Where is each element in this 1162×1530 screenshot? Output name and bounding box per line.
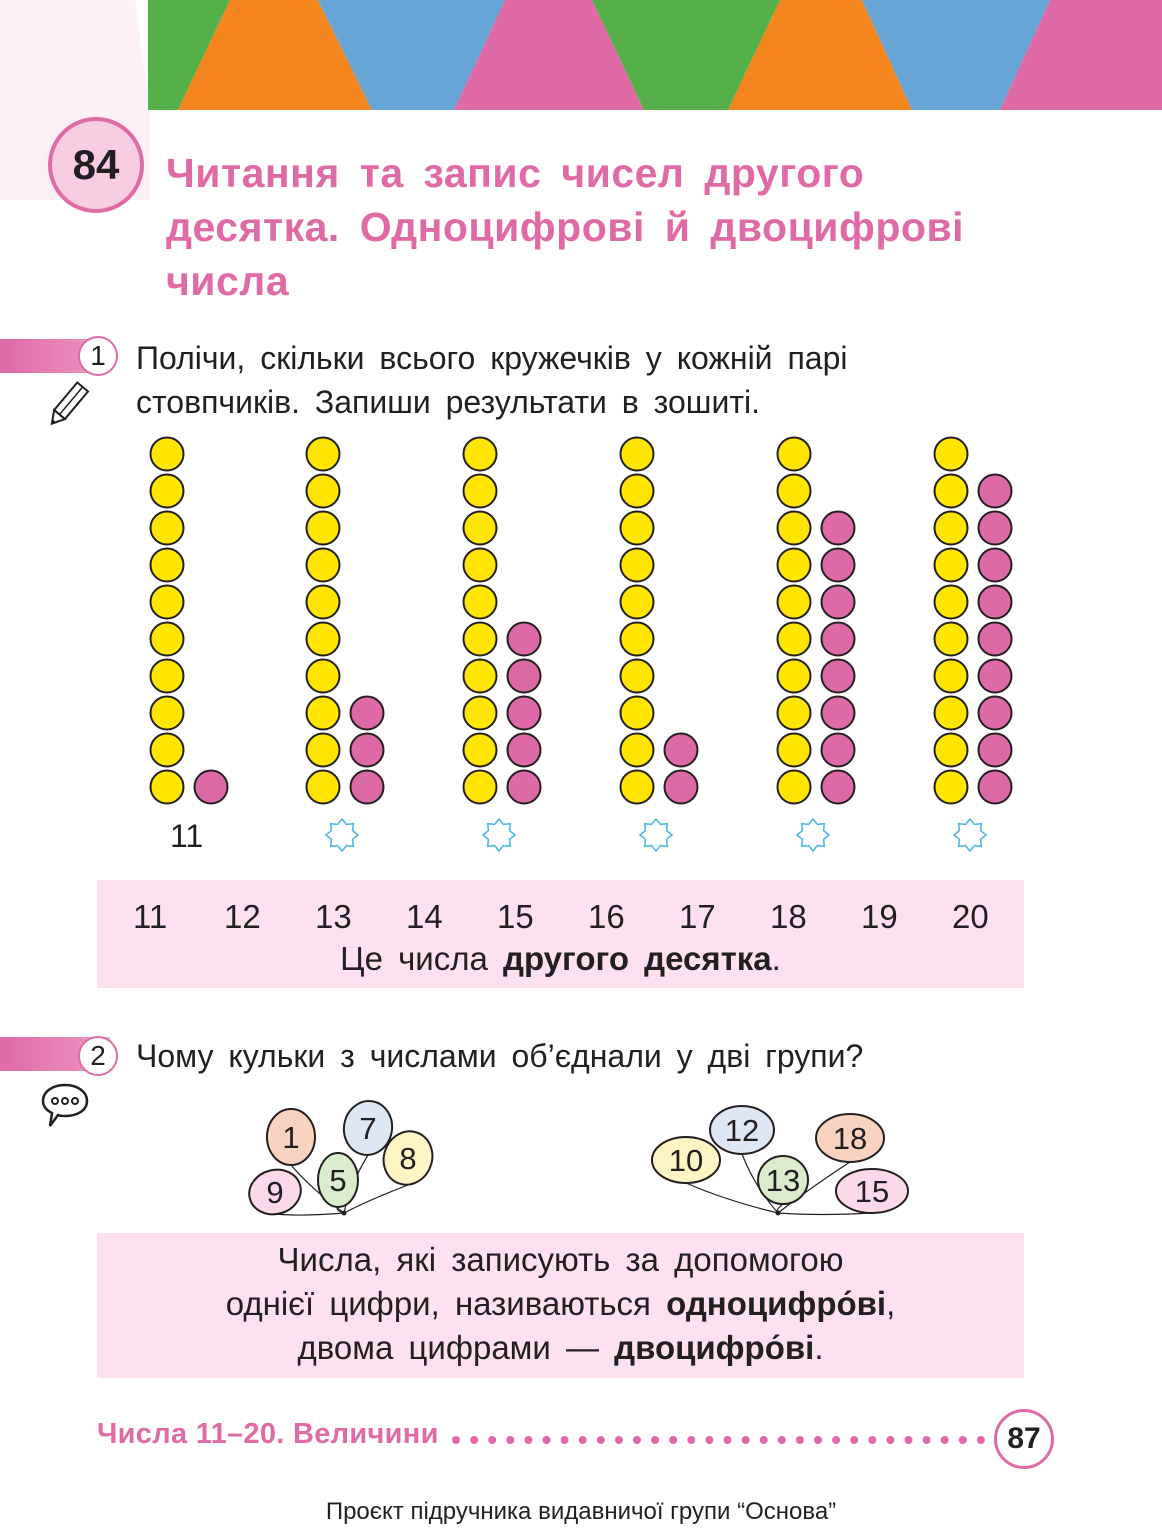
rule-line (97, 1326, 1024, 1370)
yellow-dot (464, 549, 497, 582)
page-number-badge (994, 1409, 1054, 1469)
footer-dot (959, 1436, 967, 1444)
yellow-dot (621, 512, 654, 545)
pink-dot (195, 771, 228, 804)
rule-term-one-digit: одноцифро́ві (666, 1285, 887, 1322)
task1-line: Полічи, скільки всього кружечків у кожній парі (136, 340, 848, 376)
pink-dot (822, 549, 855, 582)
yellow-dot (778, 734, 811, 767)
number-cell: 20 (952, 898, 989, 935)
rule-text (97, 1238, 1024, 1370)
exercise-number-label: 1 (90, 340, 106, 371)
yellow-dot (778, 660, 811, 693)
pink-dot (508, 771, 541, 804)
number-cell: 19 (861, 898, 898, 935)
yellow-dot (151, 512, 184, 545)
yellow-dot (621, 438, 654, 471)
yellow-dot (778, 623, 811, 656)
yellow-dot (621, 697, 654, 730)
yellow-dot (935, 771, 968, 804)
footer-dot (977, 1436, 985, 1444)
balloon-group (652, 1106, 908, 1216)
star-placeholder-icon (952, 818, 988, 852)
yellow-dot (307, 586, 340, 619)
pink-dot (822, 512, 855, 545)
yellow-dot (151, 623, 184, 656)
yellow-dot (307, 549, 340, 582)
yellow-dot (464, 771, 497, 804)
yellow-dot (935, 734, 968, 767)
rule-text-part: двома цифрами — (297, 1329, 615, 1366)
pink-dot (979, 586, 1012, 619)
yellow-dot (151, 586, 184, 619)
numbers-row (97, 898, 1024, 938)
yellow-dot (621, 660, 654, 693)
pink-dot (508, 660, 541, 693)
footer-dot (579, 1436, 587, 1444)
pink-dot (351, 771, 384, 804)
footer-dot (561, 1436, 569, 1444)
footer-dot (778, 1436, 786, 1444)
pink-dot (979, 623, 1012, 656)
pink-dot (508, 623, 541, 656)
number-cell: 18 (770, 898, 807, 935)
footer-dot (615, 1436, 623, 1444)
rule-term-two-digit: двоцифро́ві (614, 1329, 815, 1366)
dot-columns (140, 430, 1040, 810)
yellow-dot (307, 660, 340, 693)
yellow-dot (151, 660, 184, 693)
footer-dot (850, 1436, 858, 1444)
footer-dot (724, 1436, 732, 1444)
yellow-dot (464, 512, 497, 545)
balloon (816, 1114, 884, 1162)
balloon (758, 1156, 808, 1204)
lesson-number-badge (48, 117, 144, 213)
balloon-number: 7 (359, 1111, 377, 1146)
rule-text-part: . (814, 1329, 824, 1366)
pink-dot (508, 734, 541, 767)
caption-text: Це числа (340, 940, 504, 977)
footer-dot (814, 1436, 822, 1444)
yellow-dot (151, 438, 184, 471)
footer-dot (760, 1436, 768, 1444)
footer-dot (488, 1436, 496, 1444)
balloon-number: 13 (765, 1163, 801, 1198)
yellow-dot (935, 586, 968, 619)
exercise-number (78, 1036, 118, 1076)
dot-column-pair (778, 438, 855, 804)
footer-dot (905, 1436, 913, 1444)
footer-dot (470, 1436, 478, 1444)
pink-dot (979, 734, 1012, 767)
balloon-number: 18 (832, 1121, 868, 1156)
task1-line: стовпчиків. Запиши результати в зошиті. (136, 384, 760, 420)
lesson-title-line: Читання та запис чисел другого (166, 150, 865, 196)
star-placeholder-icon (324, 818, 360, 852)
lesson-number: 84 (72, 141, 120, 188)
lesson-title-line: десятка. Одноцифрові й двоцифрові (166, 204, 965, 250)
yellow-dot (935, 549, 968, 582)
dot-column-pair (464, 438, 541, 804)
number-cell: 16 (588, 898, 625, 935)
yellow-dot (464, 697, 497, 730)
number-cell: 17 (679, 898, 716, 935)
rule-text-part: однієї цифри, називаються (225, 1285, 667, 1322)
yellow-dot (151, 549, 184, 582)
exercise-number (78, 336, 118, 376)
dot-column-pair (621, 438, 698, 804)
footer-dot (506, 1436, 514, 1444)
footer-dot (832, 1436, 840, 1444)
pink-dot (665, 734, 698, 767)
pink-dot (822, 697, 855, 730)
footer-dot (796, 1436, 804, 1444)
footer-dotted-line (450, 1434, 985, 1446)
pink-dot (822, 623, 855, 656)
yellow-dot (464, 586, 497, 619)
number-cell: 15 (497, 898, 534, 935)
publisher-credits: Проєкт підручника видавничої групи “Основа” (325, 1498, 837, 1525)
yellow-dot (621, 475, 654, 508)
footer-dot (633, 1436, 641, 1444)
number-cell: 11 (133, 898, 168, 935)
footer-dot (687, 1436, 695, 1444)
yellow-dot (151, 771, 184, 804)
lesson-title (166, 146, 1026, 308)
dot-column-pair (935, 438, 1012, 804)
yellow-dot (464, 438, 497, 471)
caption-bold: другого десятка (503, 940, 772, 977)
lesson-title-line: числа (166, 258, 290, 304)
balloon (652, 1137, 720, 1183)
pink-dot (351, 734, 384, 767)
yellow-dot (935, 475, 968, 508)
pink-dot (979, 549, 1012, 582)
yellow-dot (778, 771, 811, 804)
task2-line: Чому кульки з числами об’єднали у дві групи? (136, 1038, 864, 1074)
exercise-number-label: 2 (90, 1040, 106, 1071)
pink-dot (822, 660, 855, 693)
yellow-dot (778, 438, 811, 471)
yellow-dot (307, 438, 340, 471)
yellow-dot (621, 734, 654, 767)
balloon (318, 1153, 358, 1207)
yellow-dot (621, 623, 654, 656)
number-cell: 13 (315, 898, 352, 935)
star-placeholder-icon (638, 818, 674, 852)
yellow-dot (935, 512, 968, 545)
yellow-dot (778, 475, 811, 508)
star-placeholder-icon (481, 818, 517, 852)
footer-dot (452, 1436, 460, 1444)
balloon-group (244, 1097, 440, 1220)
balloon (244, 1164, 306, 1220)
number-cell: 14 (406, 898, 443, 935)
yellow-dot (307, 771, 340, 804)
yellow-dot (621, 771, 654, 804)
balloon (836, 1169, 908, 1213)
pink-dot (979, 771, 1012, 804)
footer-dot (886, 1436, 894, 1444)
footer-dot (543, 1436, 551, 1444)
balloon-number: 1 (282, 1120, 300, 1155)
balloon-number: 15 (854, 1174, 890, 1209)
balloon-number: 5 (329, 1163, 347, 1198)
yellow-dot (151, 475, 184, 508)
yellow-dot (464, 660, 497, 693)
balloon-knot (776, 1211, 781, 1216)
balloon-number: 8 (399, 1141, 417, 1176)
footer-dot (597, 1436, 605, 1444)
yellow-dot (935, 438, 968, 471)
dot-column-pair (307, 438, 384, 804)
rule-text-part: , (886, 1285, 896, 1322)
numbers-box-caption (97, 940, 1024, 978)
footer-dot (669, 1436, 677, 1444)
footer-dot (524, 1436, 532, 1444)
page-number: 87 (1007, 1422, 1041, 1455)
yellow-dot (464, 734, 497, 767)
rule-line: Числа, які записують за допомогою (277, 1241, 844, 1278)
pink-dot (979, 475, 1012, 508)
yellow-dot (935, 660, 968, 693)
pink-dot (979, 660, 1012, 693)
yellow-dot (307, 475, 340, 508)
caption-end: . (771, 940, 781, 977)
yellow-dot (778, 697, 811, 730)
yellow-dot (151, 734, 184, 767)
yellow-dot (307, 734, 340, 767)
pink-dot (979, 512, 1012, 545)
yellow-dot (778, 549, 811, 582)
yellow-dot (935, 697, 968, 730)
footer-dot (651, 1436, 659, 1444)
pink-dot (822, 771, 855, 804)
pink-dot (822, 734, 855, 767)
pink-dot (979, 697, 1012, 730)
task2-text (136, 1034, 1026, 1078)
pink-dot (508, 697, 541, 730)
balloon-number: 12 (724, 1113, 760, 1148)
yellow-dot (307, 512, 340, 545)
footer-dot (868, 1436, 876, 1444)
yellow-dot (778, 586, 811, 619)
balloon-number: 9 (266, 1175, 284, 1210)
pink-dot (822, 586, 855, 619)
pencil-icon (40, 380, 96, 432)
balloon-string (275, 1213, 344, 1215)
first-answer: 11 (170, 818, 204, 854)
yellow-dot (307, 623, 340, 656)
balloon-number: 10 (668, 1143, 704, 1178)
yellow-dot (151, 697, 184, 730)
number-cell: 12 (224, 898, 261, 935)
footer-dot (705, 1436, 713, 1444)
yellow-dot (307, 697, 340, 730)
balloon-groups (0, 1095, 1162, 1225)
balloon (710, 1106, 774, 1154)
yellow-dot (464, 475, 497, 508)
footer-dot (941, 1436, 949, 1444)
task1-text (136, 336, 1026, 424)
yellow-dot (621, 586, 654, 619)
pink-dot (351, 697, 384, 730)
dot-column-pair (151, 438, 228, 804)
star-placeholder-icon (795, 818, 831, 852)
balloon-knot (342, 1211, 347, 1216)
yellow-dot (464, 623, 497, 656)
yellow-dot (935, 623, 968, 656)
footer-dot (742, 1436, 750, 1444)
rule-line (97, 1282, 1024, 1326)
balloon (267, 1109, 315, 1165)
balloon-string (778, 1213, 872, 1215)
yellow-dot (778, 512, 811, 545)
footer-dot (923, 1436, 931, 1444)
footer-section-title: Числа 11–20. Величини (97, 1418, 439, 1450)
pink-dot (665, 771, 698, 804)
yellow-dot (621, 549, 654, 582)
